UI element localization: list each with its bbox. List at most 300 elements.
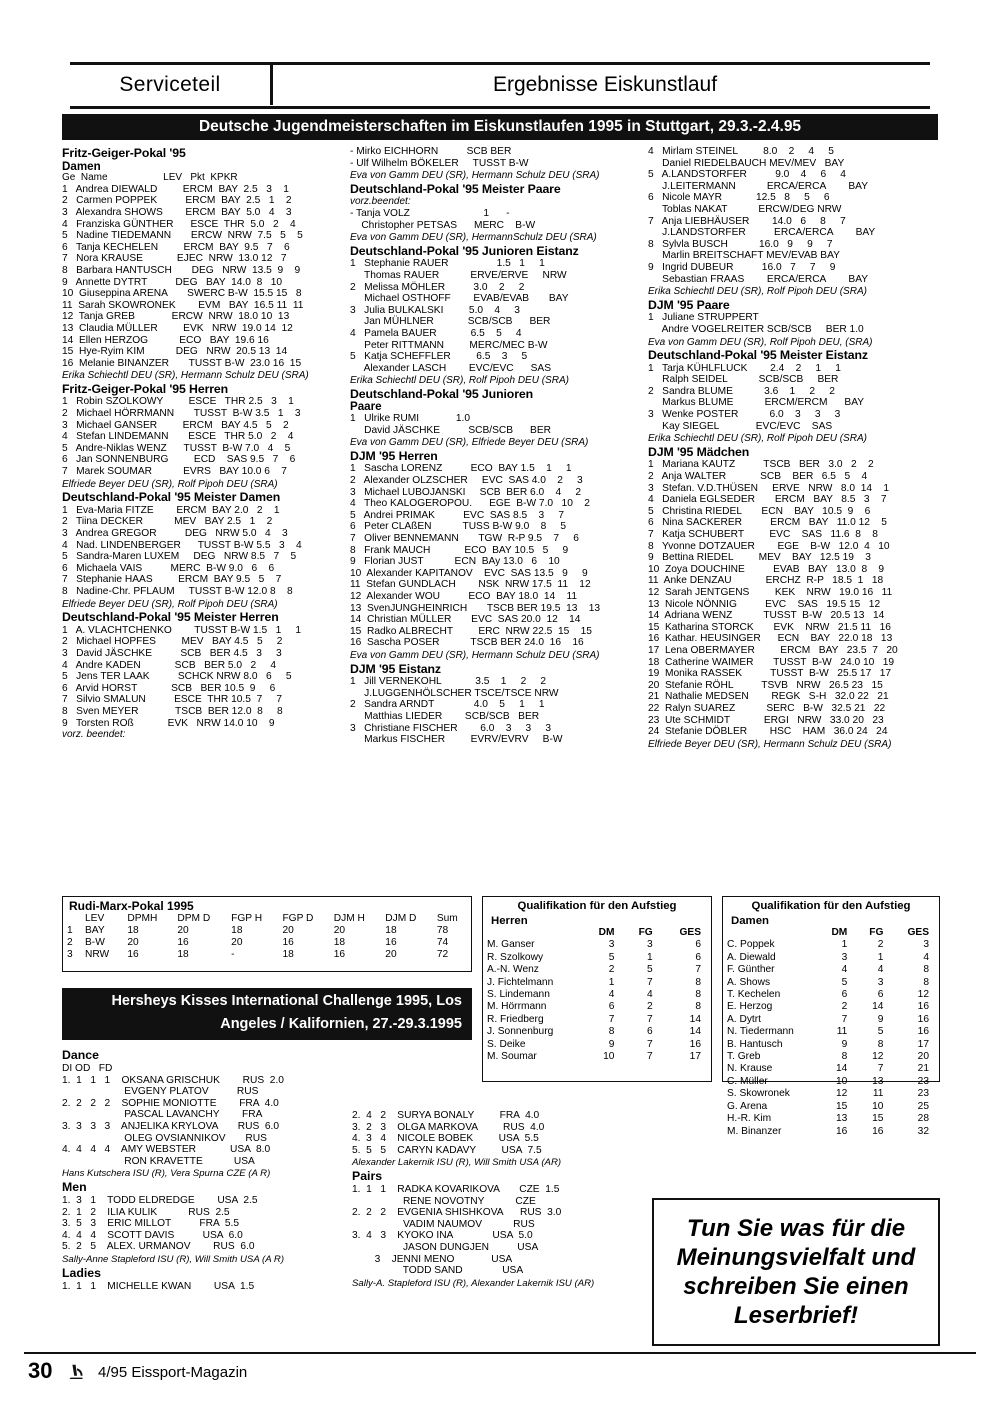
table-cell: 8 (923, 964, 929, 976)
table-cell: NRW (85, 949, 110, 960)
result-row: 3 Alexandra SHOWS ERCM BAY 5.0 4 3 (62, 206, 292, 218)
table-cell: 20 (177, 925, 189, 936)
result-row: J.LEITERMANN ERCA/ERCA BAY (648, 180, 869, 192)
table-cell: T. Greb (727, 1051, 761, 1063)
table-cell: 28 (917, 1113, 929, 1125)
result-row: 2 Sandra ARNDT 4.0 5 1 1 (350, 699, 545, 711)
table-cell: 10 (603, 1051, 615, 1063)
result-row: EVGENY PLATOV RUS (62, 1086, 259, 1098)
table-cell: 16 (835, 1125, 848, 1137)
table-row (723, 1076, 939, 1088)
result-row: - Ulf Wilhelm BÖKELER TUSST B-W (350, 157, 529, 169)
result-row: 2. 4 2 SURYA BONALY FRA 4.0 (352, 1110, 540, 1121)
result-row: Michael OSTHOFF EVAB/EVAB BAY (350, 293, 569, 305)
result-row: 3. 4 3 KYOKO INA USA 5.0 (352, 1230, 533, 1242)
qualifikation-herren-box (482, 896, 712, 1082)
result-row: 8 Barbara HANTUSCH DEG NRW 13.5 9 9 (62, 264, 301, 276)
qual-herren-title: Qualifikation für den Aufstieg (517, 900, 677, 912)
results-dp-junioren-eistanz (350, 258, 640, 374)
table-row (723, 1001, 939, 1013)
result-row: Christopher PETSAS MERC B-W (350, 219, 536, 231)
table-cell: 1 (67, 925, 73, 936)
table-cell: 23 (917, 1075, 929, 1087)
table-row (483, 1051, 711, 1063)
table-row (723, 1051, 939, 1063)
table-cell: 14 (689, 1013, 701, 1025)
table-cell: 8 (877, 1038, 884, 1050)
table-cell: 14 (872, 1001, 884, 1013)
table-row (483, 1026, 711, 1038)
result-row: 5 Jens TER LAAK SCHCK NRW 8.0 6 5 (62, 671, 292, 683)
table-cell: S. Deike (487, 1038, 526, 1050)
result-row: 14 Adriana WENZ TUSST B-W 20.5 13 14 (648, 610, 885, 622)
table-cell: 1 (877, 951, 884, 963)
table-row (483, 952, 711, 964)
result-row: 7 Silvio SMALUN ESCE THR 10.5 7 7 (62, 694, 283, 706)
table-cell: 6 (877, 989, 884, 1001)
table-header-row (483, 927, 711, 939)
skate-logo-icon (66, 1362, 88, 1384)
table-cell: A.-N. Wenz (487, 964, 539, 976)
result-row: 20 Stefanie RÖHL TSVB NRW 26.5 23 15 (648, 679, 883, 691)
table-row (723, 1088, 939, 1100)
result-row: 1. 1 1 1 OKSANA GRISCHUK RUS 2.0 (62, 1074, 284, 1086)
header-left (70, 65, 273, 105)
table-cell: 18 (127, 925, 139, 936)
column-header: DJM H (333, 913, 365, 924)
heading-dp-meister-paare: Deutschland-Pokal '95 Meister Paare (350, 181, 561, 196)
column-header (723, 927, 819, 939)
officials-note-3: Elfriede Beyer DEU (SR), Rolf Pipoh DEU (SRA) (62, 598, 278, 610)
result-row: Alexander LASCH EVC/EVC SAS (350, 362, 551, 374)
result-row: 7 Katja SCHUBERT EVC SAS 11.6 8 8 (648, 529, 878, 540)
officials-note-1: Erika Schiechtl DEU (SR), Hermann Schulz DEU (SRA) (62, 370, 309, 382)
result-row: 1 Sascha LORENZ ECO BAY 1.5 1 1 (350, 463, 572, 475)
result-row: 1 Jill VERNEKOHL 3.5 1 2 2 (350, 676, 547, 688)
result-row: 1 Stephanie RAUER 1.5 1 1 (350, 258, 545, 270)
table-cell: 10 (835, 1075, 848, 1087)
table-cell: 1 (647, 951, 653, 963)
table-cell: G. Arena (727, 1100, 768, 1112)
result-row: 3. 3 3 3 ANJELIKA KRYLOVA RUS 6.0 (62, 1120, 280, 1132)
qualifikation-damen-box (722, 896, 940, 1137)
ad-line-2: Meinungsvielfalt und (676, 1244, 916, 1271)
result-row: 7 Oliver BENNEMANN TGW R-P 9.5 7 6 (350, 533, 579, 544)
officials-note-4: Eva von Gamm DEU (SR), Hermann Schulz DEU (SRA) (350, 170, 600, 182)
result-row: Matthias LIEDER SCB/SCB BER (350, 710, 540, 722)
result-row: 6 Nina SACKERER ERCM BAY 11.0 12 5 (648, 517, 887, 529)
qual-damen-table (723, 927, 939, 1138)
table-cell: J. Fichtelmann (487, 976, 554, 988)
hershey-results-left (62, 1048, 352, 1292)
officials-note-pairs: Sally-A. Stapleford ISU (R), Alexander Lakernik ISU (AR) (352, 1277, 595, 1289)
table-cell: 14 (835, 1063, 848, 1075)
table-cell: M. Ganser (487, 939, 535, 951)
result-row: 15 Hye-Ryim KIM DEG NRW 20.5 13 14 (62, 346, 288, 358)
table-cell: 17 (917, 1038, 929, 1050)
table-cell: 2 (67, 937, 73, 948)
table-cell: 7 (647, 1051, 653, 1063)
table-cell: 6 (695, 951, 701, 963)
table-cell: 5 (877, 1026, 884, 1038)
table-row (723, 1113, 939, 1125)
table-cell: 16 (872, 1125, 884, 1137)
result-row: 8 Frank MAUCH ECO BAY 10.5 5 9 (350, 544, 569, 556)
result-row: 6 Tanja KECHELEN ERCM BAY 9.5 7 6 (62, 241, 290, 253)
result-row: 10 Alexander KAPITANOV EVC SAS 13.5 9 9 (350, 567, 588, 579)
result-row: 7 Marek SOUMAR EVRS BAY 10.0 6 7 (62, 466, 287, 478)
table-cell: 72 (436, 949, 449, 960)
results-fg-herren (62, 396, 342, 477)
result-row: 2 Carmen POPPEK ERCM BAY 2.5 1 2 (62, 195, 292, 207)
results-ladies-left (62, 1281, 352, 1293)
result-row: 11 Anke DENZAU ERCHZ R-P 18.5 1 18 (648, 575, 884, 587)
result-row: 3. 5 3 ERIC MILLOT FRA 5.5 (62, 1218, 240, 1230)
officials-note-2: Elfriede Beyer DEU (SR), Rolf Pipoh DEU (SRA) (62, 478, 278, 490)
result-row: 12 Tanja GREB ERCW NRW 18.0 10 13 (62, 311, 290, 323)
dance-columns: DI OD FD (62, 1062, 113, 1074)
table-cell: N. Krause (727, 1063, 773, 1075)
result-row: 4 Stefan LINDEMANN ESCE THR 5.0 2 4 (62, 431, 294, 443)
table-cell: A. Dytrt (727, 1013, 761, 1025)
result-row: 10 Zoya DOUCHINE EVAB BAY 13.0 8 9 (648, 563, 885, 575)
table-cell: 16 (385, 937, 397, 948)
result-row: Kay SIEGEL EVC/EVC SAS (648, 420, 833, 432)
ad-text (677, 1214, 916, 1330)
result-row: 1. 1 1 RADKA KOVARIKOVA CZE 1.5 (352, 1183, 560, 1195)
column-header: LEV (85, 913, 105, 924)
rudi-marx-title: Rudi-Marx-Pokal 1995 (69, 899, 194, 913)
table-header-row (723, 927, 939, 939)
officials-note-11: Erika Schiechtl DEU (SR), Rolf Pipoh DEU (SRA) (648, 433, 867, 445)
table-cell: 5 (841, 976, 848, 988)
subheading-damen: Damen (62, 159, 101, 173)
footer-rule (24, 1352, 976, 1354)
column-header: DM (598, 927, 615, 938)
table-row (723, 989, 939, 1001)
result-row: 1 Juliane STRUPPERT (648, 312, 759, 324)
table-cell: 20 (231, 937, 243, 948)
table-cell: 3 (67, 949, 73, 960)
officials-note-men: Sally-Anne Stapleford ISU (R), Will Smith USA (A R) (62, 1253, 285, 1265)
result-row: 13 SvenJUNGHEINRICH TSCB BER 19.5 13 13 (350, 602, 601, 614)
table-cell: M. Hörrmann (487, 1001, 547, 1013)
table-cell: 2 (877, 939, 884, 951)
column-3 (648, 146, 940, 752)
result-row: 4 Daniela EGLSEDER ERCM BAY 8.5 3 7 (648, 494, 887, 506)
result-row: 3. 2 3 OLGA MARKOVA RUS 4.0 (352, 1121, 545, 1133)
result-row: 2 Alexander OLZSCHER EVC SAS 4.0 2 3 (350, 475, 583, 487)
table-cell: 9 (608, 1038, 615, 1050)
result-row: 14 Ellen HERZOG ECO BAY 19.6 16 (62, 334, 269, 346)
result-row: 5. 2 5 ALEX. URMANOV RUS 6.0 (62, 1241, 255, 1253)
heading-dp-meister-herren: Deutschland-Pokal '95 Meister Herren (62, 610, 279, 625)
column-header: DJM D (385, 913, 417, 924)
result-row: 4 Nad. LINDENBERGER TUSST B-W 5.5 3 4 (62, 539, 302, 551)
result-row: 5 Katja SCHEFFLER 6.5 3 5 (350, 351, 528, 363)
result-row: 11 Stefan GUNDLACH NSK NRW 17.5 11 12 (350, 579, 591, 591)
table-cell: 1 (608, 976, 615, 988)
result-row: 3 Julia BULKALSKI 5.0 4 3 (350, 304, 520, 316)
heading-djm-eistanz: DJM '95 Eistanz (350, 661, 441, 676)
table-cell: 20 (917, 1051, 929, 1063)
column-header: GES (679, 927, 701, 938)
hersheys-banner-line2: Angeles / Kalifornien, 27.-29.3.1995 (220, 1016, 462, 1032)
result-row: 2. 2 2 EVGENIA SHISHKOVA RUS 3.0 (352, 1207, 562, 1219)
rudi-marx-table (63, 913, 471, 961)
table-row (723, 1063, 939, 1075)
result-row: 5 Andre-Niklas WENZ TUSST B-W 7.0 4 5 (62, 442, 291, 454)
officials-note-8: Eva von Gamm DEU (SR), Hermann Schulz DEU (SRA) (350, 649, 600, 661)
table-row (723, 1101, 939, 1113)
column-header: FGP H (231, 913, 263, 924)
column-2 (350, 146, 640, 746)
table-cell: 7 (647, 1013, 653, 1025)
result-row: 1. 1 1 MICHELLE KWAN USA 1.5 (62, 1280, 255, 1292)
result-row: 1 Eva-Maria FITZE ERCM BAY 2.0 2 1 (62, 504, 280, 516)
table-cell: 20 (385, 949, 397, 960)
table-header-row (63, 913, 471, 925)
table-row (483, 1001, 711, 1013)
result-row: 12 Alexander WOU ECO BAY 18.0 14 11 (350, 590, 578, 602)
table-cell: 15 (872, 1113, 884, 1125)
results-dp-meister-eistanz (648, 363, 940, 433)
table-cell: 15 (835, 1100, 848, 1112)
qual-damen-sub: Damen (731, 915, 769, 927)
result-row: 16 Sascha POSER TSCB BER 24.0 16 16 (350, 637, 584, 649)
table-row (483, 964, 711, 976)
table-cell: J. Sonnenburg (487, 1026, 554, 1038)
results-djm-herren (350, 463, 640, 649)
table-cell: 9 (841, 1038, 848, 1050)
table-cell: H.-R. Kim (727, 1113, 772, 1125)
results-dance (62, 1075, 352, 1168)
result-row: 11 Sarah SKOWRONEK EVM BAY 16.5 11 11 (62, 299, 304, 311)
column-header: FG (869, 927, 884, 938)
result-row: 6 Jan SONNENBURG ECD SAS 9.5 7 6 (62, 454, 296, 466)
table-cell: 13 (835, 1113, 848, 1125)
result-row: 15 Radko ALBRECHT ERC NRW 22.5 15 15 (350, 625, 592, 637)
table-cell: 12 (917, 989, 929, 1001)
table-cell: 5 (608, 951, 615, 963)
result-row: 2 Tiina DECKER MEV BAY 2.5 1 2 (62, 516, 273, 528)
result-row: 2 Melissa MÖHLER 3.0 2 2 (350, 281, 525, 293)
result-row: 4. 4 4 4 AMY WEBSTER USA 8.0 (62, 1144, 271, 1156)
result-row: 4 Andre KADEN SCB BER 5.0 2 4 (62, 659, 277, 671)
result-row: 17 Lena OBERMAYER ERCM BAY 23.5 7 20 (648, 644, 898, 656)
main-title: Deutsche Jugendmeisterschaften im Eiskunstlaufen 1995 in Stuttgart, 29.3.-2.4.95 (198, 118, 802, 135)
table-cell: 78 (436, 925, 449, 936)
result-row: 19 Monika RASSEK TUSST B-W 25.5 17 17 (648, 668, 892, 680)
table-cell: 6 (695, 939, 701, 951)
result-row: 5 Christina RIEDEL ECN BAY 10.5 9 6 (648, 505, 871, 517)
ad-line-1: Tun Sie was für die (686, 1215, 906, 1242)
column-header: Sum (436, 913, 458, 924)
table-cell: 16 (917, 1026, 929, 1038)
heading-pairs: Pairs (352, 1169, 383, 1184)
table-cell: 18 (385, 925, 397, 936)
table-row (483, 939, 711, 951)
table-cell: E. Herzog (727, 1001, 773, 1013)
table-cell: 4 (877, 964, 884, 976)
section-label: Serviceteil (119, 73, 221, 96)
heading-dp-junioren-eistanz: Deutschland-Pokal '95 Junioren Eistanz (350, 243, 579, 258)
result-row: 22 Ralyn SUAREZ SERC B-W 32.5 21 22 (648, 702, 886, 714)
table-cell: C. Poppek (727, 939, 775, 951)
table-cell: R. Friedberg (487, 1013, 544, 1025)
table-cell: 2 (647, 1001, 653, 1013)
result-row: 5. 5 5 CARYN KADAVY USA 7.5 (352, 1144, 542, 1156)
result-row: 18 Catherine WAIMER TUSST B-W 24.0 10 19 (648, 656, 895, 668)
result-row: 6 Nicole MAYR 12.5 8 5 6 (648, 192, 830, 204)
results-djm-paare (648, 312, 940, 335)
rudi-marx-pokal-box (62, 896, 472, 972)
result-row: 2 Anja WALTER SCB BER 6.5 5 4 (648, 471, 868, 483)
result-row: 8 Sylvla BUSCH 16.0 9 9 7 (648, 238, 833, 250)
officials-note-12: Elfriede Beyer DEU (SR), Hermann Schulz DEU (SRA) (648, 738, 892, 750)
heading-men: Men (62, 1180, 87, 1195)
result-row: 4. 4 4 SCOTT DAVIS USA 6.0 (62, 1229, 243, 1241)
officials-note-9: Erika Schiechtl DEU (SR), Rolf Pipoh DEU (SRA) (648, 286, 867, 298)
results-pairs (352, 1184, 652, 1277)
results-men (62, 1195, 352, 1253)
result-row: Toblas NAKAT ERCW/DEG NRW (648, 203, 842, 215)
table-cell: 16 (689, 1038, 701, 1050)
table-cell: 16 (917, 1001, 929, 1013)
main-title-bar (62, 114, 938, 140)
result-row: 2 Michael HÖRRMANN TUSST B-W 3.5 1 3 (62, 408, 301, 420)
table-cell: 16 (282, 937, 294, 948)
results-djm-eistanz (350, 676, 640, 746)
table-cell: 32 (917, 1125, 929, 1137)
result-row: PASCAL LAVANCHY FRA (62, 1109, 263, 1121)
result-row: 2 Michael HOPFES MEV BAY 4.5 5 2 (62, 636, 283, 648)
results-dp-meister-paare (350, 208, 640, 231)
table-cell: M. Soumar (487, 1051, 537, 1063)
result-row: 4 Franziska GÜNTHER ESCE THR 5.0 2 4 (62, 218, 296, 230)
table-cell: N. Tiedermann (727, 1026, 794, 1038)
result-row: 13 Nicole NÖNNIG EVC SAS 19.5 15 12 (648, 598, 881, 610)
qual-damen-title: Qualifikation für den Aufstieg (751, 900, 911, 912)
column-header: DM (831, 927, 848, 938)
table-row (723, 1014, 939, 1026)
table-cell: 6 (608, 1001, 615, 1013)
table-cell: 8 (841, 1051, 848, 1063)
table-row (723, 1126, 939, 1138)
result-row: 9 Torsten ROß EVK NRW 14.0 10 9 (62, 717, 275, 729)
table-row (63, 925, 471, 937)
table-row (723, 1026, 939, 1038)
table-cell: 23 (917, 1088, 929, 1100)
result-row: 3 JENNI MENO USA (352, 1253, 513, 1265)
result-row: 3 Wenke POSTER 6.0 3 3 3 (648, 409, 841, 421)
result-row: 1 Andrea DIEWALD ERCM BAY 2.5 3 1 (62, 183, 289, 195)
table-cell: 4 (923, 951, 929, 963)
result-row: 9 Ingrid DUBEUR 16.0 7 7 9 (648, 261, 836, 273)
table-row (723, 1039, 939, 1051)
result-row: 5 Sandra-Maren LUXEM DEG NRW 8.5 7 5 (62, 551, 297, 563)
result-row: 1 Tarja KÜHLFLUCK 2.4 2 1 1 (648, 362, 841, 374)
result-row: 1 Ulrike RUMI 1.0 (350, 413, 471, 425)
heading-fritz-geiger-pokal: Fritz-Geiger-Pokal '95 (62, 146, 186, 160)
table-cell: 6 (841, 989, 848, 1001)
table-cell: 16 (177, 937, 189, 948)
table-cell: 74 (436, 937, 449, 948)
hershey-results-middle (352, 1110, 652, 1290)
table-cell: 8 (923, 976, 929, 988)
note-vorz-beendet: vorz. beendet: (62, 729, 126, 741)
result-row: 6 Michaela VAIS MERC B-W 9.0 6 6 (62, 562, 275, 574)
heading-dp-meister-eistanz: Deutschland-Pokal '95 Meister Eistanz (648, 348, 868, 363)
result-row: 16 Kathar. HEUSINGER ECN BAY 22.0 18 13 (648, 633, 893, 645)
table-cell: 4 (647, 989, 653, 1001)
table-cell: 10 (872, 1100, 884, 1112)
result-row: 8 Yvonne DOTZAUER EGE B-W 12.0 4 10 (648, 540, 890, 552)
heading-fritz-geiger-herren: Fritz-Geiger-Pokal '95 Herren (62, 381, 229, 396)
results-dp-meister-damen (62, 505, 342, 598)
column-header (63, 913, 81, 925)
table-cell: 2 (608, 964, 615, 976)
result-row: 1. 3 1 TODD ELDREDGE USA 2.5 (62, 1194, 258, 1206)
leserbrief-ad-box (652, 1198, 940, 1346)
result-row: 5 A.LANDSTORFER 9.0 4 6 4 (648, 169, 846, 181)
table-cell: 8 (695, 1001, 701, 1013)
heading-dance: Dance (62, 1048, 99, 1062)
result-row: 7 Anja LIEBHÄUSER 14.0 6 8 7 (648, 215, 846, 227)
result-row: 9 Annette DYTRT DEG BAY 14.0 8 10 (62, 276, 283, 288)
table-row (723, 939, 939, 951)
table-cell: 20 (333, 925, 346, 936)
table-cell: 3 (923, 939, 929, 951)
officials-note-ladies: Alexander Lakernik ISU (R), Will Smith USA (AR) (352, 1157, 562, 1169)
table-row (483, 989, 711, 1001)
heading-djm-herren: DJM '95 Herren (350, 448, 438, 463)
table-cell: 16 (333, 949, 346, 960)
table-cell: 11 (836, 1026, 848, 1038)
result-row: 9 Bettina RIEDEL MEV BAY 12.5 19 3 (648, 552, 871, 564)
table-row (483, 1039, 711, 1051)
table-row (63, 949, 471, 961)
result-row: 15 Katharina STORCK EVK NRW 21.5 11 16 (648, 621, 891, 633)
result-row: JASON DUNGJEN USA (352, 1241, 539, 1253)
table-cell: 25 (917, 1100, 929, 1112)
heading-dp-junioren: Deutschland-Pokal '95 Junioren (350, 386, 534, 401)
results-dp-junioren-paare (350, 413, 640, 436)
result-row: 3 Michael GANSER ERCM BAY 4.5 5 2 (62, 419, 289, 431)
result-row: 8 Sven MEYER TSCB BER 12.0 8 8 (62, 705, 283, 717)
table-cell: 6 (647, 1026, 653, 1038)
column-1 (62, 146, 342, 741)
column-header: GES (907, 927, 929, 938)
column-header: FG (638, 927, 653, 938)
officials-note-5: Eva von Gamm DEU (SR), HermannSchulz DEU (SRA) (350, 232, 597, 244)
result-row: Ralph SEIDEL SCB/SCB BER (648, 374, 839, 386)
note-vorz-beendet-2: vorz.beendet: (350, 196, 411, 208)
table-cell: 3 (647, 939, 653, 951)
heading-ladies: Ladies (62, 1265, 101, 1280)
result-row: 13 Claudia MÜLLER EVK NRW 19.0 14 12 (62, 322, 293, 334)
table-cell: 8 (695, 989, 701, 1001)
table-row (483, 1014, 711, 1026)
header-right (280, 65, 930, 105)
continuation-djm-eistanz (648, 146, 940, 285)
result-row: David JÄSCHKE SCB/SCB BER (350, 424, 551, 436)
table-row (63, 937, 471, 949)
result-row: VADIM NAUMOV RUS (352, 1218, 535, 1230)
table-row (723, 952, 939, 964)
result-row: 21 Nathalie MEDSEN REGK S-H 32.0 22 21 (648, 691, 889, 703)
result-row: 1 Robin SZOLKOWY ESCE THR 2.5 3 1 (62, 396, 294, 408)
